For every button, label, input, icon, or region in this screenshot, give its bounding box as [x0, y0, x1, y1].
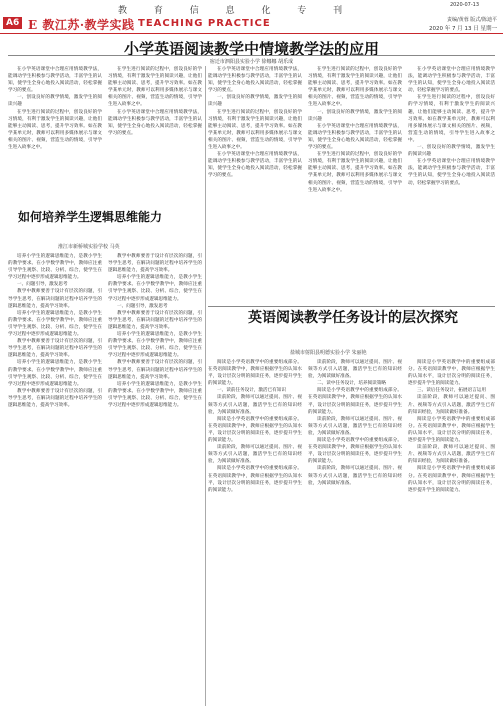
article3-para: 读前阶段，教师可以通过提问、图片、视频等方式引入话题，激活学生已有的知识经验，为阅读做好准备。 — [308, 466, 402, 486]
article2-para: 培养小学生的逻辑思维能力，是教小学生的教学要求。在小学数学教学中，教师应注重引导学生观察、比较、分析、综合，使学生在学习过程中逐步形成逻辑思维能力。 — [108, 332, 202, 359]
article3-para: 一、读前任务设计，激活已有知识 — [217, 388, 286, 394]
divider — [8, 55, 495, 56]
article2-para: 一、问题引导，激发思考 — [117, 303, 168, 309]
article3-para: 读前阶段，教师可以通过提问、图片、视频等方式引入话题，激活学生已有的知识经验，为阅读做好准备。 — [308, 416, 402, 436]
edition-date: 2020 年 7 月 13 日 星期一 — [429, 26, 497, 32]
article3-col1 — [208, 359, 302, 705]
article2-para: 培养小学生的逻辑思维能力，是教小学生的教学要求。在小学数学教学中，教师应注重引导学生观察、比较、分析、综合，使学生在学习过程中逐步形成逻辑思维能力。 — [8, 360, 102, 387]
article1-para: 在学生进行阅读的过程中，创设良好的学习情境，有利于激发学生的阅读兴趣，让他们能够主动阅读、思考，提升学习效率。如在教学某单元时，教师可以利用多媒体展示与课文相关的图片、视频，营造生动的情境，引导学生进入故事之中。 — [408, 95, 495, 143]
article3-para: 阅读是小学英语教学中的重要组成部分。在英语阅读教学中，教师应根据学生的认知水平，设计层次分明的阅读任务，逐步提升学生的阅读能力。 — [408, 466, 495, 493]
editors-info: 责编/黄蓉 版式/陈迪平 — [447, 17, 497, 23]
article1-para: 在小学英语课堂中合理应用情境教学法，能调动学生积极参与教学活动，丰富学生的认知，使学生全身心地投入阅读活动，轻松掌握学习的要点。 — [208, 67, 302, 94]
article3-para: 阅读是小学英语教学中的重要组成部分。在英语阅读教学中，教师应根据学生的认知水平，设计层次分明的阅读任务，逐步提升学生的阅读能力。 — [208, 416, 302, 444]
article1-para: 在小学英语课堂中合理应用情境教学法，能调动学生积极参与教学活动，丰富学生的认知，使学生全身心地投入阅读活动，轻松掌握学习的要点。 — [108, 109, 202, 136]
article3-para: 阅读是小学英语教学中的重要组成部分。在英语阅读教学中，教师应根据学生的认知水平，设计层次分明的阅读任务，逐步提升学生的阅读能力。 — [408, 416, 495, 444]
article1-para: 在学生进行阅读的过程中，创设良好的学习情境，有利于激发学生的阅读兴趣，让他们能够主动阅读、思考，提升学习效率。如在教学某单元时，教师可以利用多媒体展示与课文相关的图片、视频，营造生动的情境，引导学生进入故事之中。 — [308, 67, 402, 108]
article2-para: 教学中教师要善于设计有层次的问题，引导学生思考，在解决问题的过程中培养学生的逻辑思维能力，提高学习效率。 — [108, 310, 202, 330]
edition-header — [0, 16, 503, 34]
article1-para: 一、创设良好的教学情境，激发学生的阅读兴趣 — [308, 109, 402, 122]
article2-col2 — [108, 253, 202, 703]
pub-number: 2020-07-13 — [449, 2, 479, 8]
article1-title: 小学英语阅读教学中情境教学法的应用 — [123, 40, 379, 58]
article3-title: 英语阅读教学任务设计的层次探究 — [248, 310, 458, 326]
divider — [208, 306, 495, 307]
article3-byline: 盐城市射阳县明德实验小学 朱丽艳 — [290, 350, 367, 356]
edition-title-en: TEACHING PRACTICE — [138, 18, 271, 29]
column-divider — [205, 66, 206, 706]
article3-col2 — [308, 359, 402, 705]
article3-para: 读前阶段，教师可以通过提问、图片、视频等方式引入话题，激活学生已有的知识经验，为阅读做好准备。 — [208, 445, 302, 465]
article2-para: 培养小学生的逻辑思维能力，是教小学生的教学要求。在小学数学教学中，教师应注重引导学生观察、比较、分析、综合，使学生在学习过程中逐步形成逻辑思维能力。 — [8, 254, 102, 281]
article2-para: 教学中教师要善于设计有层次的问题，引导学生思考，在解决问题的过程中培养学生的逻辑思维能力，提高学习效率。 — [108, 254, 202, 274]
article3-para: 阅读是小学英语教学中的重要组成部分。在英语阅读教学中，教师应根据学生的认知水平，设计层次分明的阅读任务，逐步提升学生的阅读能力。 — [208, 360, 302, 387]
article3-para: 读前阶段，教师可以通过提问、图片、视频等方式引入话题，激活学生已有的知识经验，为阅读做好准备。 — [408, 445, 495, 465]
article3-para: 阅读是小学英语教学中的重要组成部分。在英语阅读教学中，教师应根据学生的认知水平，设计层次分明的阅读任务，逐步提升学生的阅读能力。 — [308, 438, 402, 465]
article1-para: 在学生进行阅读的过程中，创设良好的学习情境，有利于激发学生的阅读兴趣，让他们能够主动阅读、思考，提升学习效率。如在教学某单元时，教师可以利用多媒体展示与课文相关的图片、视频，营造生动的情境，引导学生进入故事之中。 — [308, 152, 402, 193]
article1-col3 — [208, 66, 302, 306]
article2-para: 教学中教师要善于设计有层次的问题，引导学生思考，在解决问题的过程中培养学生的逻辑思维能力，提高学习效率。 — [108, 360, 202, 380]
masthead — [0, 0, 503, 16]
article2-byline: 淮江市新桥城实验学校 马英 — [58, 244, 120, 250]
article2-para: 一、问题引导，激发思考 — [17, 282, 68, 288]
article3-para: 三、读后任务设计，拓展语言运用 — [417, 388, 486, 394]
article1-para: 一、创设良好的教学情境，激发学生的阅读兴趣 — [408, 145, 495, 158]
article1-para: 在小学英语课堂中合理应用情境教学法，能调动学生积极参与教学活动，丰富学生的认知，使学生全身心地投入阅读活动，轻松掌握学习的要点。 — [8, 67, 102, 94]
article2-para: 培养小学生的逻辑思维能力，是教小学生的教学要求。在小学数学教学中，教师应注重引导学生观察、比较、分析、综合，使学生在学习过程中逐步形成逻辑思维能力。 — [108, 381, 202, 408]
article1-col5 — [408, 66, 495, 306]
article3-para: 二、读中任务设计，培养阅读策略 — [317, 381, 386, 387]
article2-para: 教学中教师要善于设计有层次的问题，引导学生思考，在解决问题的过程中培养学生的逻辑思维能力，提高学习效率。 — [8, 289, 102, 309]
article1-para: 在小学英语课堂中合理应用情境教学法，能调动学生积极参与教学活动，丰富学生的认知，使学生全身心地投入阅读活动，轻松掌握学习的要点。 — [208, 152, 302, 179]
article1-para: 一、创设良好的教学情境，激发学生的阅读兴趣 — [208, 95, 302, 108]
article2-para: 培养小学生的逻辑思维能力，是教小学生的教学要求。在小学数学教学中，教师应注重引导学生观察、比较、分析、综合，使学生在学习过程中逐步形成逻辑思维能力。 — [108, 275, 202, 302]
article2-para: 教学中教师要善于设计有层次的问题，引导学生思考，在解决问题的过程中培养学生的逻辑思维能力，提高学习效率。 — [8, 388, 102, 408]
article3-para: 读前阶段，教师可以通过提问、图片、视频等方式引入话题，激活学生已有的知识经验，为阅读做好准备。 — [408, 395, 495, 415]
article2-title: 如何培养学生逻辑思维能力 — [18, 210, 163, 224]
article1-col4 — [308, 66, 402, 306]
page-number: A6 — [3, 17, 22, 29]
article1-para: 在学生进行阅读的过程中，创设良好的学习情境，有利于激发学生的阅读兴趣，让他们能够主动阅读、思考，提升学习效率。如在教学某单元时，教师可以利用多媒体展示与课文相关的图片、视频，营造生动的情境，引导学生进入故事之中。 — [8, 109, 102, 151]
article1-col1 — [8, 66, 102, 201]
edition-title: E 教江苏·教学实践 — [28, 18, 135, 32]
article1-para: 一、创设良好的教学情境，激发学生的阅读兴趣 — [8, 95, 102, 108]
article3-para: 阅读是小学英语教学中的重要组成部分。在英语阅读教学中，教师应根据学生的认知水平，设计层次分明的阅读任务，逐步提升学生的阅读能力。 — [408, 360, 495, 387]
article3-para: 读前阶段，教师可以通过提问、图片、视频等方式引入话题，激活学生已有的知识经验，为阅读做好准备。 — [308, 360, 402, 380]
masthead-title: 教 育 信 息 化 专 刊 — [118, 6, 355, 16]
article3-para: 读前阶段，教师可以通过提问、图片、视频等方式引入话题，激活学生已有的知识经验，为阅读做好准备。 — [208, 395, 302, 415]
article1-byline: 宿迁市泗阳县实验小学 徐娜娜 胡乐成 — [209, 59, 294, 65]
article3-para: 阅读是小学英语教学中的重要组成部分。在英语阅读教学中，教师应根据学生的认知水平，设计层次分明的阅读任务，逐步提升学生的阅读能力。 — [208, 466, 302, 493]
article1-para: 在学生进行阅读的过程中，创设良好的学习情境，有利于激发学生的阅读兴趣，让他们能够主动阅读、思考，提升学习效率。如在教学某单元时，教师可以利用多媒体展示与课文相关的图片、视频，营造生动的情境，引导学生进入故事之中。 — [108, 67, 202, 108]
article2-para: 培养小学生的逻辑思维能力，是教小学生的教学要求。在小学数学教学中，教师应注重引导学生观察、比较、分析、综合，使学生在学习过程中逐步形成逻辑思维能力。 — [8, 310, 102, 338]
article1-col2 — [108, 66, 202, 201]
article1-para: 在学生进行阅读的过程中，创设良好的学习情境，有利于激发学生的阅读兴趣，让他们能够主动阅读、思考，提升学习效率。如在教学某单元时，教师可以利用多媒体展示与课文相关的图片、视频，营造生动的情境，引导学生进入故事之中。 — [208, 109, 302, 151]
article2-col1 — [8, 253, 102, 703]
article3-col3 — [408, 359, 495, 705]
article1-para: 在小学英语课堂中合理应用情境教学法，能调动学生积极参与教学活动，丰富学生的认知，使学生全身心地投入阅读活动，轻松掌握学习的要点。 — [408, 67, 495, 94]
article1-para: 在小学英语课堂中合理应用情境教学法，能调动学生积极参与教学活动，丰富学生的认知，使学生全身心地投入阅读活动，轻松掌握学习的要点。 — [308, 123, 402, 151]
article1-para: 在小学英语课堂中合理应用情境教学法，能调动学生积极参与教学活动，丰富学生的认知，使学生全身心地投入阅读活动，轻松掌握学习的要点。 — [408, 159, 495, 186]
article2-para: 教学中教师要善于设计有层次的问题，引导学生思考，在解决问题的过程中培养学生的逻辑思维能力，提高学习效率。 — [8, 339, 102, 359]
article3-para: 阅读是小学英语教学中的重要组成部分。在英语阅读教学中，教师应根据学生的认知水平，设计层次分明的阅读任务，逐步提升学生的阅读能力。 — [308, 388, 402, 415]
